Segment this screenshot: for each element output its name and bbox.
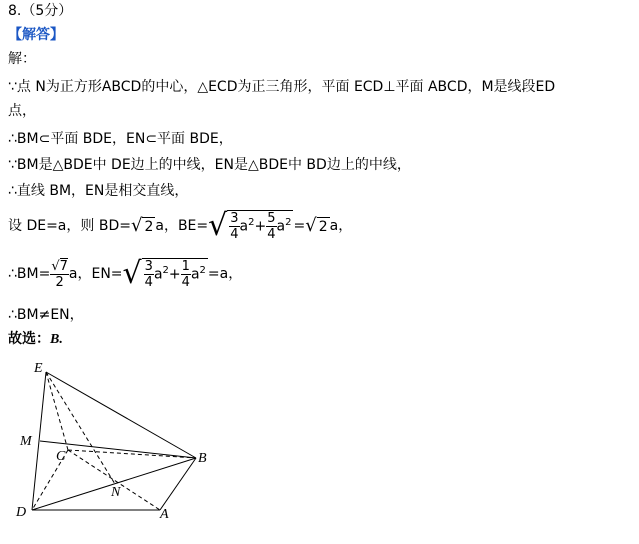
- line-1: ∵点 N为正方形ABCD的中心，△ECD为正三角形，平面 ECD⊥平面 ABCD，M是线段ED: [8, 79, 556, 95]
- line-5-mid: a，BE=: [155, 218, 209, 234]
- sqrt-be: $\frac{3}{4}$ $a^2+$ $\frac{5}{4}$ $a^2$: [227, 210, 293, 242]
- sqrt-bd: 2: [144, 218, 154, 235]
- line-6-prefix: ∴BM=: [8, 266, 51, 282]
- edge-EB: [46, 372, 196, 458]
- label-M: M: [20, 434, 32, 449]
- label-N: N: [111, 485, 121, 500]
- line-2: ∴BM⊂平面 BDE，EN⊂平面 BDE，: [8, 131, 233, 147]
- solution-start: 解：: [8, 51, 36, 67]
- edge-AB: [160, 458, 196, 510]
- sqrt-en: $\frac{3}{4}$ $a^2+$ $\frac{1}{4}$ $a^2$: [142, 258, 208, 290]
- line-3: ∵BM是△BDE中 DE边上的中线，EN是△BDE中 BD边上的中线，: [8, 157, 411, 173]
- sqrt-sign: √: [208, 208, 228, 243]
- line-6: ∴BM= $\frac{√7}{2}$ a，EN=√ $\frac{3}{4}$ $a^2+$ $\frac{1}{4}$ $a^2 =a$，: [8, 256, 243, 291]
- label-A: A: [160, 507, 169, 522]
- label-D: D: [16, 505, 27, 520]
- line-7: ∴BM≠EN，: [8, 307, 84, 323]
- edge-ED: [32, 372, 46, 510]
- label-C: C: [56, 449, 66, 464]
- edge-EN: [46, 372, 115, 484]
- answer-line: 故选：B.: [8, 331, 63, 347]
- edge-MB: [40, 441, 196, 458]
- edge-DB: [32, 458, 196, 510]
- edge-CB: [68, 450, 196, 458]
- line-5-prefix: 设 DE=a，则 BD=: [8, 218, 131, 234]
- line-1b: 点，: [8, 103, 36, 119]
- bm-fraction: $\frac{√7}{2}$: [51, 258, 68, 290]
- question-number: 8.（5分）: [8, 3, 73, 19]
- line-5: 设 DE=a，则 BD=√ 2 a，BE=√ $\frac{3}{4}$ $a^2+$ $\frac{5}{4}$ $a^2$ =√ 2 a，: [8, 208, 353, 243]
- solution-tag: 【解答】: [8, 27, 64, 43]
- line-4: ∴直线 BM，EN是相交直线，: [8, 183, 189, 199]
- label-B: B: [198, 451, 207, 466]
- label-E: E: [34, 361, 43, 376]
- sqrt-sign: √: [130, 215, 143, 236]
- edge-CA: [68, 450, 160, 510]
- edge-CD: [32, 450, 68, 510]
- edge-EC: [46, 372, 68, 450]
